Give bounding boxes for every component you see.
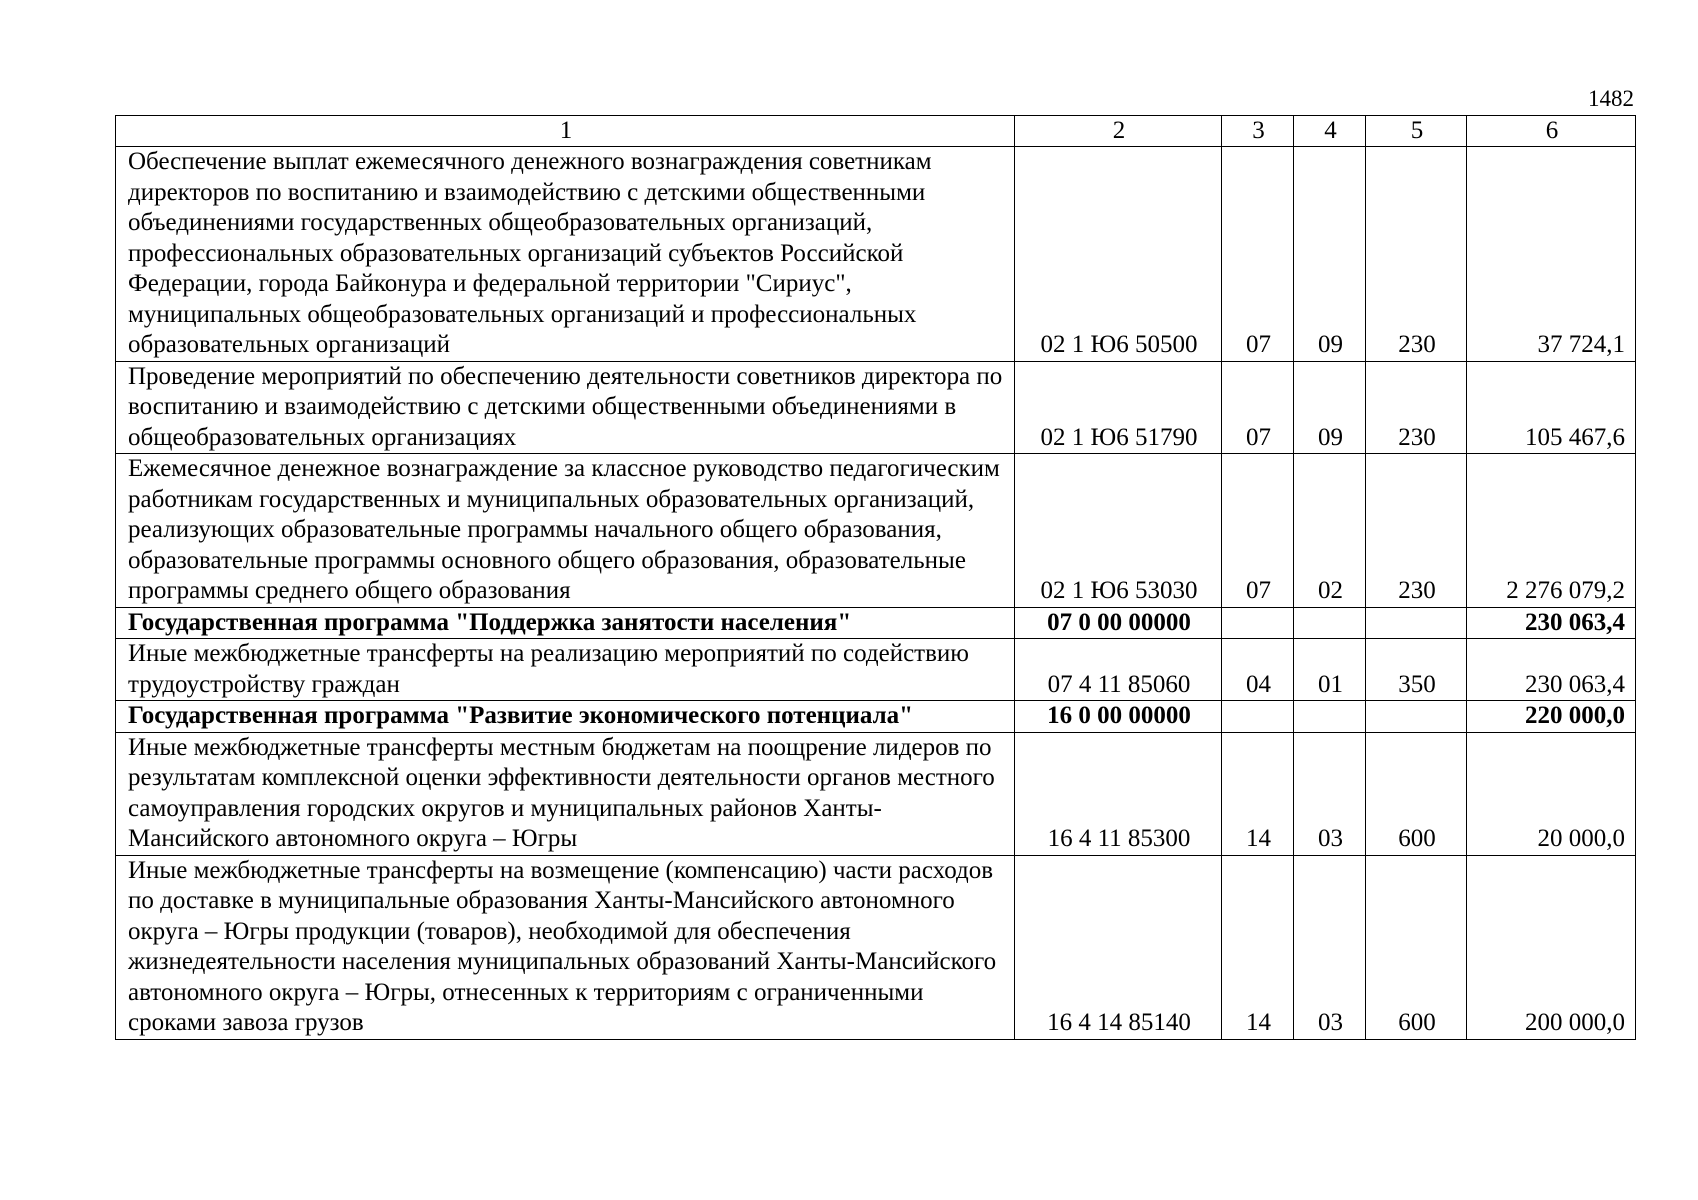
table-row bbox=[116, 607, 1636, 639]
row-razdel-cell: 07 bbox=[1222, 454, 1294, 608]
page-number: 1482 bbox=[1588, 86, 1634, 111]
row-podrazdel-cell: 09 bbox=[1294, 147, 1366, 362]
row-razdel-cell bbox=[1222, 701, 1294, 733]
row-razdel-cell: 04 bbox=[1222, 639, 1294, 701]
row-vid-cell: 230 bbox=[1366, 361, 1467, 454]
row-podrazdel-cell: 03 bbox=[1294, 732, 1366, 855]
row-code-cell: 16 4 14 85140 bbox=[1015, 855, 1222, 1039]
header-cell-6: 6 bbox=[1467, 116, 1636, 147]
header-cell-5: 5 bbox=[1366, 116, 1467, 147]
row-sum-cell: 37 724,1 bbox=[1467, 147, 1636, 362]
table-row bbox=[116, 147, 1636, 362]
row-podrazdel-cell: 02 bbox=[1294, 454, 1366, 608]
header-cell-1: 1 bbox=[116, 116, 1015, 147]
row-sum-cell: 200 000,0 bbox=[1467, 855, 1636, 1039]
table-row bbox=[116, 855, 1636, 1039]
row-podrazdel-cell bbox=[1294, 607, 1366, 639]
row-sum-cell: 2 276 079,2 bbox=[1467, 454, 1636, 608]
header-cell-2: 2 bbox=[1015, 116, 1222, 147]
row-sum-cell: 230 063,4 bbox=[1467, 639, 1636, 701]
row-code-cell: 02 1 Ю6 51790 bbox=[1015, 361, 1222, 454]
row-vid-cell: 350 bbox=[1366, 639, 1467, 701]
row-podrazdel-cell bbox=[1294, 701, 1366, 733]
table-row bbox=[116, 732, 1636, 855]
row-sum-cell: 220 000,0 bbox=[1467, 701, 1636, 733]
row-name-cell: Государственная программа "Поддержка занятости населения" bbox=[116, 607, 1015, 639]
row-razdel-cell: 07 bbox=[1222, 147, 1294, 362]
row-name-cell: Обеспечение выплат ежемесячного денежного вознаграждения советникам директоров по воспитанию и взаимодействию с детскими общественными объединениями государственных общеобразовательных организаций, профессиональных образовательных организаций субъектов Российской Федерации, города Байконура и федеральной территории "Сириус", муниципальных общеобразовательных организаций и профессиональных образовательных организаций bbox=[116, 147, 1015, 362]
header-cell-4: 4 bbox=[1294, 116, 1366, 147]
row-name-cell: Иные межбюджетные трансферты на возмещение (компенсацию) части расходов по доставке в муниципальные образования Ханты-Мансийского автономного округа – Югры продукции (товаров), необходимой для обеспечения жизнедеятельности населения муниципальных образований Ханты-Мансийского автономного округа – Югры, отнесенных к территориям с ограниченными сроками завоза грузов bbox=[116, 855, 1015, 1039]
row-podrazdel-cell: 03 bbox=[1294, 855, 1366, 1039]
row-razdel-cell: 14 bbox=[1222, 855, 1294, 1039]
table-row bbox=[116, 701, 1636, 733]
row-name-cell: Государственная программа "Развитие экономического потенциала" bbox=[116, 701, 1015, 733]
row-name-cell: Иные межбюджетные трансферты на реализацию мероприятий по содействию трудоустройству граждан bbox=[116, 639, 1015, 701]
row-code-cell: 16 0 00 00000 bbox=[1015, 701, 1222, 733]
table-row bbox=[116, 454, 1636, 608]
row-vid-cell: 230 bbox=[1366, 147, 1467, 362]
row-razdel-cell bbox=[1222, 607, 1294, 639]
row-name-cell: Проведение мероприятий по обеспечению деятельности советников директора по воспитанию и взаимодействию с детскими общественными объединениями в общеобразовательных организациях bbox=[116, 361, 1015, 454]
row-sum-cell: 230 063,4 bbox=[1467, 607, 1636, 639]
row-code-cell: 02 1 Ю6 53030 bbox=[1015, 454, 1222, 608]
row-code-cell: 16 4 11 85300 bbox=[1015, 732, 1222, 855]
row-vid-cell: 600 bbox=[1366, 732, 1467, 855]
row-vid-cell: 230 bbox=[1366, 454, 1467, 608]
row-code-cell: 07 0 00 00000 bbox=[1015, 607, 1222, 639]
row-podrazdel-cell: 09 bbox=[1294, 361, 1366, 454]
row-name-cell: Иные межбюджетные трансферты местным бюджетам на поощрение лидеров по результатам комплексной оценки эффективности деятельности органов местного самоуправления городских округов и муниципальных районов Ханты-Мансийского автономного округа – Югры bbox=[116, 732, 1015, 855]
row-vid-cell bbox=[1366, 701, 1467, 733]
row-name-cell: Ежемесячное денежное вознаграждение за классное руководство педагогическим работникам государственных и муниципальных образовательных организаций, реализующих образовательные программы начального общего образования, образовательные программы основного общего образования, образовательные программы среднего общего образования bbox=[116, 454, 1015, 608]
row-code-cell: 02 1 Ю6 50500 bbox=[1015, 147, 1222, 362]
row-sum-cell: 20 000,0 bbox=[1467, 732, 1636, 855]
row-razdel-cell: 07 bbox=[1222, 361, 1294, 454]
header-cell-3: 3 bbox=[1222, 116, 1294, 147]
row-podrazdel-cell: 01 bbox=[1294, 639, 1366, 701]
budget-table bbox=[115, 115, 1636, 1040]
row-sum-cell: 105 467,6 bbox=[1467, 361, 1636, 454]
table-row bbox=[116, 361, 1636, 454]
table-header-row bbox=[116, 116, 1636, 147]
row-code-cell: 07 4 11 85060 bbox=[1015, 639, 1222, 701]
table-row bbox=[116, 639, 1636, 701]
row-vid-cell: 600 bbox=[1366, 855, 1467, 1039]
row-vid-cell bbox=[1366, 607, 1467, 639]
row-razdel-cell: 14 bbox=[1222, 732, 1294, 855]
